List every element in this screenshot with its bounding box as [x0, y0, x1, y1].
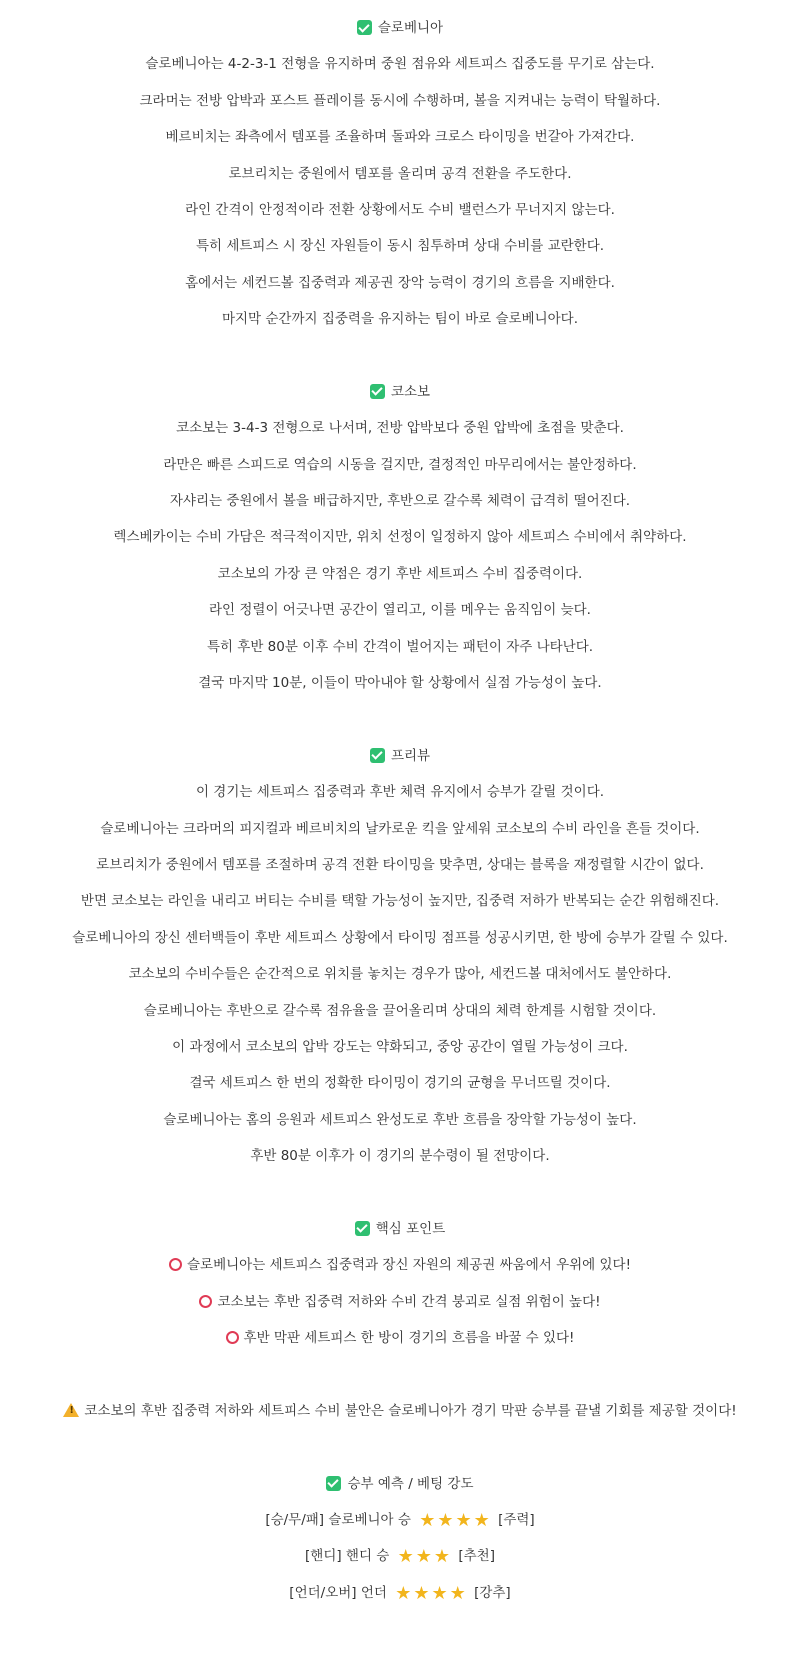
paragraph-line: 슬로베니아는 크라머의 피지컬과 베르비치의 날카로운 킥을 앞세워 코소보의 수비 라인을 흔들 것이다. [100, 820, 700, 837]
pick-label: [언더/오버] 언더 [289, 1584, 387, 1601]
pick-label: [핸디] 핸디 승 [305, 1548, 390, 1565]
star-icon: ★ [433, 1546, 451, 1568]
star-icon: ★ [431, 1582, 448, 1604]
pick-label: [승/무/패] 슬로베니아 승 [265, 1512, 411, 1529]
red-circle-icon [199, 1295, 212, 1308]
star-rating [394, 1583, 467, 1604]
heading-text: 핵심 포인트 [375, 1220, 446, 1237]
paragraph-line: 마지막 순간까지 집중력을 유지하는 팀이 바로 슬로베니아다. [221, 311, 579, 328]
red-circle-icon [226, 1331, 239, 1344]
star-icon: ★ [395, 1582, 412, 1604]
paragraph-line: 자샤리는 중원에서 볼을 배급하지만, 후반으로 갈수록 체력이 급격히 떨어진다. [169, 493, 631, 510]
paragraph-line: 이 경기는 세트피스 집중력과 후반 체력 유지에서 승부가 갈릴 것이다. [195, 784, 605, 801]
paragraph-line: 슬로베니아는 홈의 응원과 세트피스 완성도로 후반 흐름을 장악할 가능성이 높다. [163, 1111, 637, 1128]
paragraph-line: 코소보의 가장 큰 약점은 경기 후반 세트피스 수비 집중력이다. [217, 565, 583, 582]
paragraph-line: 코소보는 3-4-3 전형으로 나서며, 전방 압박보다 중원 압박에 초점을 맞춘다. [176, 420, 624, 437]
section-heading-key-points [0, 1219, 800, 1255]
key-point-text: 후반 막판 세트피스 한 방이 경기의 흐름을 바꿀 수 있다! [243, 1330, 575, 1347]
spacer [0, 346, 800, 382]
star-icon: ★ [413, 1582, 430, 1604]
star-icon: ★ [415, 1546, 432, 1568]
warning-icon [63, 1403, 79, 1417]
heading-text: 프리뷰 [390, 747, 431, 764]
paragraph-line: 슬로베니아는 4-2-3-1 전형을 유지하며 중원 점유와 세트피스 집중도를 무기로 삼는다. [145, 56, 655, 73]
paragraph-line: 라인 정렬이 어긋나면 공간이 열리고, 이를 메우는 움직임이 늦다. [209, 602, 591, 619]
red-circle-icon [169, 1258, 182, 1271]
star-icon: ★ [455, 1510, 472, 1532]
check-mark-icon [355, 1221, 370, 1236]
paragraph-line: 특히 세트피스 시 장신 자원들이 동시 침투하며 상대 수비를 교란한다. [195, 238, 605, 255]
check-mark-icon [370, 384, 385, 399]
section-heading-slovenia [0, 18, 800, 54]
check-mark-icon [370, 748, 385, 763]
paragraph-line: 슬로베니아는 후반으로 갈수록 점유율을 끌어올리며 상대의 체력 한계를 시험할 것이다. [143, 1002, 657, 1019]
section-heading-preview [0, 746, 800, 782]
paragraph-line: 반면 코소보는 라인을 내리고 버티는 수비를 택할 가능성이 높지만, 집중력 저하가 반복되는 순간 위험해진다. [80, 893, 720, 910]
paragraph-line: 크라머는 전방 압박과 포스트 플레이를 동시에 수행하며, 볼을 지켜내는 능력이 탁월하다. [139, 92, 661, 109]
section-heading-kosovo [0, 382, 800, 418]
paragraph-line: 로브리치는 중원에서 템포를 올리며 공격 전환을 주도한다. [228, 165, 572, 182]
warning-line [0, 1401, 800, 1437]
star-icon: ★ [449, 1582, 466, 1604]
star-icon: ★ [473, 1510, 490, 1532]
pick-tag: [추천] [458, 1548, 495, 1565]
paragraph-line: 결국 마지막 10분, 이들이 막아내야 할 상황에서 실점 가능성이 높다. [198, 675, 602, 692]
check-mark-icon [357, 20, 372, 35]
paragraph-line: 코소보의 수비수들은 순간적으로 위치를 놓치는 경우가 많아, 세컨드볼 대처에서도 불안하다. [128, 966, 672, 983]
paragraph-line: 특히 후반 80분 이후 수비 간격이 벌어지는 패턴이 자주 나타난다. [206, 638, 594, 655]
paragraph-line: 결국 세트피스 한 번의 정확한 타이밍이 경기의 균형을 무너뜨릴 것이다. [189, 1075, 611, 1092]
spacer [0, 1437, 800, 1473]
pick-tag: [강추] [474, 1584, 511, 1601]
paragraph-line: 슬로베니아의 장신 센터백들이 후반 세트피스 상황에서 타이밍 점프를 성공시키면, 한 방에 승부가 갈릴 수 있다. [72, 929, 728, 946]
star-rating [418, 1510, 491, 1531]
paragraph-line: 렉스베카이는 수비 가담은 적극적이지만, 위치 선정이 일정하지 않아 세트피스 수비에서 취약하다. [113, 529, 687, 546]
paragraph-line: 라인 간격이 안정적이라 전환 상황에서도 수비 밸런스가 무너지지 않는다. [185, 201, 615, 218]
star-icon: ★ [437, 1510, 454, 1532]
pick-tag: [주력] [498, 1512, 535, 1529]
key-point-text: 슬로베니아는 세트피스 집중력과 장신 자원의 제공권 싸움에서 우위에 있다! [186, 1257, 631, 1274]
spacer [0, 1183, 800, 1219]
paragraph-line: 로브리치가 중원에서 템포를 조절하며 공격 전환 타이밍을 맞추면, 상대는 블록을 재정렬할 시간이 없다. [96, 856, 704, 873]
key-point-item [0, 1292, 800, 1328]
prediction-pick [0, 1510, 800, 1546]
paragraph-line: 이 과정에서 코소보의 압박 강도는 약화되고, 중앙 공간이 열릴 가능성이 크다. [172, 1038, 628, 1055]
prediction-pick [0, 1546, 800, 1582]
section-heading-prediction [0, 1474, 800, 1510]
spacer [0, 1364, 800, 1400]
warning-text: 코소보의 후반 집중력 저하와 세트피스 수비 불안은 슬로베니아가 경기 막판 승부를 끝낼 기회를 제공할 것이다! [84, 1402, 737, 1419]
paragraph-line: 라만은 빠른 스피드로 역습의 시동을 걸지만, 결정적인 마무리에서는 불안정하다. [163, 456, 637, 473]
heading-text: 코소보 [390, 383, 431, 400]
heading-text: 슬로베니아 [377, 20, 444, 36]
key-point-item [0, 1255, 800, 1291]
check-mark-icon [326, 1476, 341, 1491]
paragraph-line: 베르비치는 좌측에서 템포를 조율하며 돌파와 크로스 타이밍을 번갈아 가져간다. [165, 129, 635, 146]
star-icon: ★ [419, 1510, 436, 1532]
star-icon: ★ [397, 1546, 414, 1568]
heading-text: 승부 예측 / 베팅 강도 [347, 1475, 474, 1492]
paragraph-line: 후반 80분 이후가 이 경기의 분수령이 될 전망이다. [250, 1148, 550, 1165]
prediction-pick [0, 1583, 800, 1619]
key-point-text: 코소보는 후반 집중력 저하와 수비 간격 붕괴로 실점 위험이 높다! [217, 1293, 601, 1310]
paragraph-line: 홈에서는 세컨드볼 집중력과 제공권 장악 능력이 경기의 흐름을 지배한다. [185, 274, 615, 291]
key-point-item [0, 1328, 800, 1364]
star-rating [397, 1546, 451, 1567]
spacer [0, 709, 800, 745]
